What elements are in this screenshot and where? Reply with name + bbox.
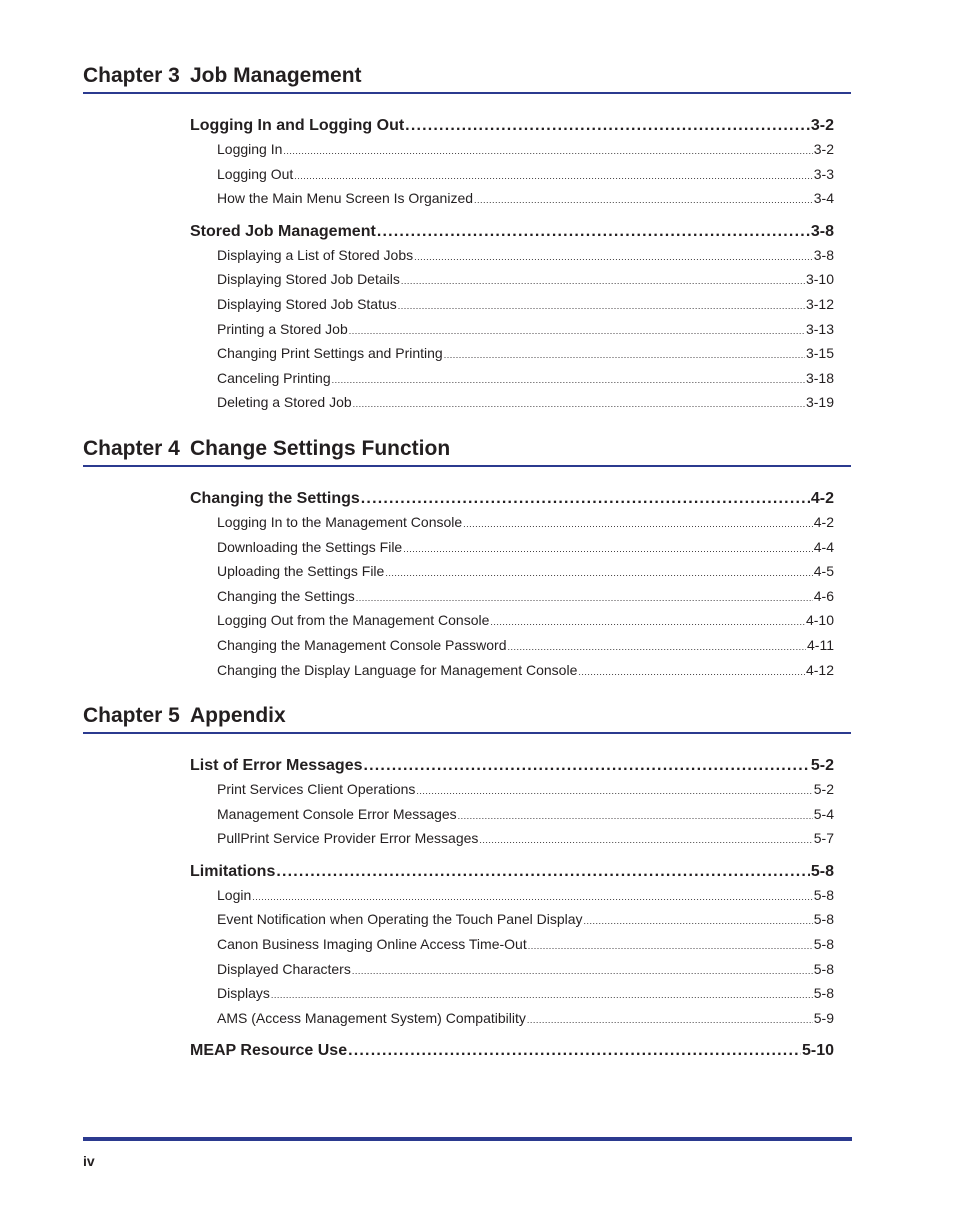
entry-page: 5-8 [813,911,834,928]
chapter-heading [83,437,851,467]
chapter-title: Change Settings Function [190,437,451,460]
entry-page: 3-12 [805,295,834,312]
toc-entry-link[interactable] [190,936,834,961]
toc-entry-link[interactable] [190,781,834,806]
entry-page: 5-9 [813,1009,834,1026]
toc-entry-link[interactable] [190,271,834,296]
entry-title: Logging In to the Management Console [217,514,463,530]
footer-rule [83,1137,852,1141]
chapter-entries [190,757,834,1066]
entry-page: 5-8 [813,935,834,952]
dot-leader [252,887,813,903]
entry-page: 4-10 [805,612,834,629]
chapter-title: Job Management [190,64,362,87]
dot-leader [361,490,810,508]
toc-entry-link[interactable] [190,321,834,346]
chapter-number: Chapter 3 [83,64,180,87]
entry-title: Logging Out [217,165,294,182]
dot-leader [527,1010,813,1026]
entry-page: 5-8 [813,960,834,977]
toc-entry-link[interactable] [190,1010,834,1035]
entry-title: Logging In [217,141,283,157]
entry-title: Displaying Stored Job Status [217,295,397,312]
toc-section-link[interactable] [190,1042,834,1066]
toc-entry-link[interactable] [190,961,834,986]
toc-section-link[interactable] [190,223,834,247]
dot-leader [528,936,813,952]
entry-page: 4-12 [805,661,834,678]
entry-title: Displayed Characters [217,960,351,977]
entry-page: 4-4 [813,538,834,555]
toc-entry-link[interactable] [190,514,834,539]
entry-title: Changing Print Settings and Printing [217,345,443,362]
dot-leader [401,271,805,287]
entry-title: Changing the Management Console Password [217,636,507,653]
toc-section-link[interactable] [190,863,834,887]
dot-leader [364,757,810,775]
entry-title: Deleting a Stored Job [217,394,352,411]
entry-title: Displays [217,985,270,1002]
toc-entry-link[interactable] [190,141,834,166]
dot-leader [490,612,805,628]
chapter-heading [83,64,851,94]
entry-page: 3-13 [805,320,834,337]
toc-entry-link[interactable] [190,247,834,272]
chapter-title: Appendix [190,704,286,727]
toc-entry-link[interactable] [190,911,834,936]
entry-title: Management Console Error Messages [217,805,457,822]
toc-entry-link[interactable] [190,539,834,564]
toc-entry-link[interactable] [190,563,834,588]
dot-leader [283,141,812,157]
entry-title: Printing a Stored Job [217,320,348,337]
entry-page: 4-11 [807,636,834,653]
entry-page: 4-2 [813,514,834,530]
entry-page: 3-10 [805,271,834,288]
dot-leader [403,539,813,555]
toc-section-link[interactable] [190,757,834,781]
entry-page: 3-4 [813,190,834,207]
toc-entry-link[interactable] [190,166,834,191]
dot-leader [349,321,805,337]
section-page: 3-8 [810,222,834,240]
toc-entry-link[interactable] [190,637,834,662]
entry-title: Displaying a List of Stored Jobs [217,246,414,263]
entry-page: 3-15 [805,345,834,362]
toc-section-link[interactable] [190,490,834,514]
entry-title: Event Notification when Operating the Touch Panel Display [217,911,583,928]
entry-page: 5-7 [813,830,834,847]
dot-leader [479,830,812,846]
entry-title: How the Main Menu Screen Is Organized [217,190,474,207]
dot-leader [414,247,813,263]
dot-leader [332,370,805,386]
section-title: Logging In and Logging Out [190,117,405,134]
entry-title: Canon Business Imaging Online Access Time-Out [217,935,527,952]
dot-leader [356,588,813,604]
toc-entry-link[interactable] [190,296,834,321]
section-title: List of Error Messages [190,757,363,774]
dot-leader [352,961,813,977]
entry-page: 3-2 [813,141,834,157]
dot-leader [348,1042,801,1060]
dot-leader [508,637,807,653]
chapter-entries [190,117,834,419]
dot-leader [463,514,813,530]
toc-entry-link[interactable] [190,830,834,855]
toc-entry-link[interactable] [190,394,834,419]
toc-entry-link[interactable] [190,190,834,215]
dot-leader [578,662,805,678]
toc-entry-link[interactable] [190,588,834,613]
entry-title: PullPrint Service Provider Error Messages [217,830,479,847]
dot-leader [353,394,805,410]
toc-section-link[interactable] [190,117,834,141]
section-page: 5-2 [810,757,834,774]
section-page: 3-2 [810,117,834,134]
entry-page: 4-5 [813,563,834,580]
entry-page: 4-6 [813,587,834,604]
entry-page: 3-18 [805,369,834,386]
dot-leader [294,166,812,182]
chapter-number: Chapter 4 [83,437,180,460]
toc-entry-link[interactable] [190,612,834,637]
toc-entry-link[interactable] [190,806,834,831]
entry-title: Displaying Stored Job Details [217,271,400,288]
entry-page: 3-19 [805,394,834,411]
chapter-number: Chapter 5 [83,704,180,727]
dot-leader [458,806,813,822]
dot-leader [474,190,813,206]
entry-page: 5-4 [813,805,834,822]
section-title: Changing the Settings [190,490,360,507]
dot-leader [444,345,805,361]
dot-leader [271,985,813,1001]
toc-entry-link[interactable] [190,985,834,1010]
section-page: 5-8 [810,862,834,880]
entry-page: 3-3 [813,165,834,182]
toc-entry-link[interactable] [190,345,834,370]
entry-page: 5-2 [813,781,834,797]
toc-entry-link[interactable] [190,370,834,395]
dot-leader [584,911,813,927]
section-title: Limitations [190,862,276,880]
section-title: MEAP Resource Use [190,1042,348,1060]
dot-leader [398,296,805,312]
toc-entry-link[interactable] [190,887,834,912]
toc-entry-link[interactable] [190,662,834,687]
entry-title: Print Services Client Operations [217,781,416,797]
section-title: Stored Job Management [190,222,376,240]
entry-title: Changing the Settings [217,587,355,604]
dot-leader [416,781,812,797]
dot-leader [385,563,812,579]
section-page: 4-2 [810,490,834,507]
dot-leader [276,863,810,881]
section-page: 5-10 [801,1042,834,1060]
footer-page-number: iv [83,1153,95,1169]
entry-page: 5-8 [813,985,834,1002]
entry-page: 3-8 [813,246,834,263]
entry-title: AMS (Access Management System) Compatibility [217,1009,526,1026]
chapter-entries [190,490,834,686]
entry-title: Login [217,886,252,903]
chapter-heading [83,704,851,734]
dot-leader [377,223,810,241]
entry-title: Uploading the Settings File [217,563,385,580]
entry-title: Changing the Display Language for Management Console [217,661,578,678]
entry-title: Logging Out from the Management Console [217,612,490,629]
dot-leader [405,117,810,135]
entry-page: 5-8 [813,886,834,903]
entry-title: Canceling Printing [217,369,331,386]
entry-title: Downloading the Settings File [217,538,403,555]
